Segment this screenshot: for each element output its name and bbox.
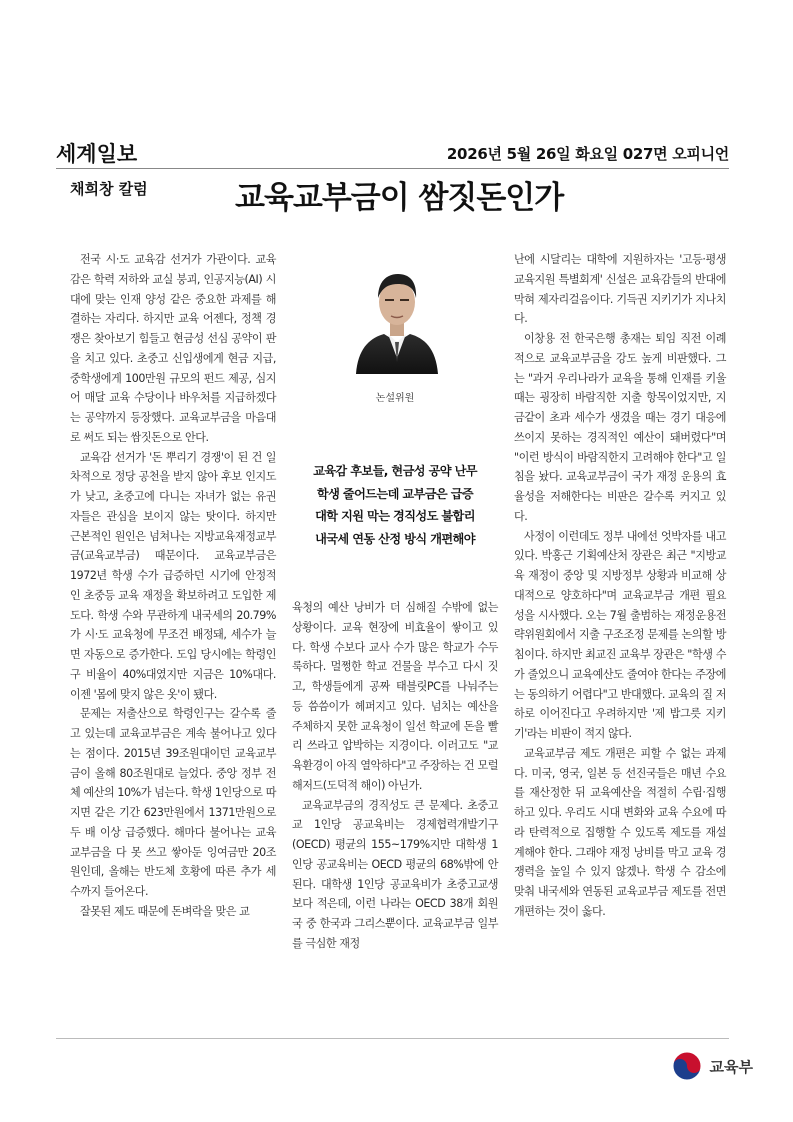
paragraph: 전국 시·도 교육감 선거가 가관이다. 교육감은 학력 저하와 교실 붕괴, 인공지능(AI) 시대에 맞는 인재 양성 같은 중요한 과제를 해결하는 자리다. 하지만 교육 어젠다, 정책 경쟁은 찾아보기 힘들고 현금성 선심 공약이 판을 치고 있다. 초중고 신입생에게 현금 지급, 중학생에게 100만원 규모의 펀드 제공, 심지어 매달 교육 수당이나 바우처를 지급하겠다는 공약까지 등장했다. 교육교부금을 마음대로 써도 되는 쌈짓돈으로 안다. xyxy=(70,253,276,444)
author-portrait-icon xyxy=(352,262,442,374)
pull-quote xyxy=(292,460,498,550)
pull-quote-line: 학생 줄어드는데 교부금은 급증 xyxy=(316,486,474,501)
headline: 교육교부금이 쌈짓돈인가 xyxy=(235,180,564,216)
paragraph: 이창용 전 한국은행 총재는 퇴임 직전 이례적으로 교육교부금을 강도 높게 비판했다. 그는 "과거 우리나라가 교육을 통해 인재를 키울 때는 굉장히 바람직한 지출 항목이었지만, 지금같이 초과 세수가 생겼을 때는 경기 대응에 쓰이지 못하는 경직적인 예산이 돼버렸다"며 "이런 방식이 바람직한지 고려해야 한다"고 일침을 놨다. 교육교부금이 국가 재정 운용의 효율성을 저해한다는 비판은 갈수록 커지고 있다. xyxy=(514,332,726,523)
paragraph: 교육교부금의 경직성도 큰 문제다. 초중고교 1인당 공교육비는 경제협력개발기구(OECD) 평균의 155~179%지만 대학생 1인당 공교육비는 OECD 평균의 68%밖에 안 된다. 대학생 1인당 공교육비가 초중고교생보다 적은데, 이런 나라는 OECD 38개 회원국 중 한국과 그리스뿐이다. 교육교부금 일부를 극심한 재정 xyxy=(292,798,498,950)
dateline: 2026년 5월 26일 화요일 027면 오피니언 xyxy=(446,145,729,163)
paragraph: 교육교부금 제도 개편은 피할 수 없는 과제다. 미국, 영국, 일본 등 선진국들은 매년 수요를 재산정한 뒤 교육예산을 적절히 수립·집행하고 있다. 우리도 시대 변화와 교육 수요에 따라 탄력적으로 집행할 수 있도록 제도를 재설계해야 한다. 그래야 재정 낭비를 막고 교육 경쟁력을 높일 수 있지 않겠나. 학생 수 감소에 맞춰 내국세와 연동된 교육교부금 제도를 전면 개편하는 것이 옳다. xyxy=(514,746,726,918)
paragraph: 잘못된 제도 때문에 돈벼락을 맞은 교 xyxy=(80,904,250,918)
article-column-3 xyxy=(514,250,726,922)
ministry-logo xyxy=(670,1049,753,1083)
photo-caption: 논설위원 xyxy=(375,393,415,404)
paragraph: 난에 시달리는 대학에 지원하자는 '고등·평생 교육지원 특별회계' 신설은 교육감들의 반대에 막혀 제자리걸음이다. 기득권 지키기가 지나치다. xyxy=(514,253,726,326)
footer-rule xyxy=(56,1038,729,1039)
article-column-1 xyxy=(70,250,276,922)
author-photo xyxy=(352,262,442,374)
column-label: 채희창 칼럼 xyxy=(70,180,148,198)
pull-quote-line: 대학 지원 막는 경직성도 불합리 xyxy=(315,509,475,523)
paragraph: 사정이 이런데도 정부 내에선 엇박자를 내고 있다. 박홍근 기획예산처 장관은 최근 "지방교육 재정이 중앙 및 지방정부 상황과 비교해 상대적으로 양호하다"며 교육교부금 개편 필요성을 시사했다. 오는 7월 출범하는 재정운용전략위원회에서 지출 구조조정 문제를 논의할 방침이다. 하지만 최교진 교육부 장관은 "학생 수가 줄었으니 교육예산도 줄여야 한다는 주장에는 동의하기 어렵다"고 반대했다. 교육의 질 저하로 이어진다고 우려하지만 '제 밥그릇 지키기'라는 비판이 적지 않다. xyxy=(514,529,726,740)
paragraph: 육청의 예산 낭비가 더 심해질 수밖에 없는 상황이다. 교육 현장에 비효율이 쌓이고 있다. 학생 수보다 교사 수가 많은 학교가 수두룩하다. 멀쩡한 학교 건물을 부수고 다시 짓고, 학생들에게 공짜 태블릿PC를 나눠주는 등 씀씀이가 헤퍼지고 있다. 넘치는 예산을 주체하지 못한 교육청이 일선 학교에 돈을 빨리 쓰라고 압박하는 지경이다. 이러고도 "교육환경이 아직 열악하다"고 주장하는 건 모럴 해저드(도덕적 해이) 아닌가. xyxy=(292,601,498,792)
pull-quote-line: 내국세 연동 산정 방식 개편해야 xyxy=(315,531,475,546)
taegeuk-logo-icon xyxy=(670,1049,704,1083)
article-column-2 xyxy=(292,598,498,954)
newspaper-masthead: 세계일보 xyxy=(56,141,138,166)
header-rule xyxy=(56,168,729,169)
ministry-name: 교육부 xyxy=(709,1057,753,1076)
pull-quote-line: 교육감 후보들, 현금성 공약 난무 xyxy=(313,464,477,478)
paragraph: 문제는 저출산으로 학령인구는 갈수록 줄고 있는데 교육교부금은 계속 불어나고 있다는 점이다. 2015년 39조원대이던 교육교부금이 올해 80조원대로 늘었다. 중앙 정부 전체 예산의 10%가 넘는다. 학생 1인당으로 따지면 같은 기간 623만원에서 1371만원으로 두 배 이상 급증했다. 해마다 불어나는 교육교부금을 다 못 쓰고 쌓아둔 잉여금만 20조원인데, 올해는 반도체 호황에 따른 추가 세수까지 들어온다. xyxy=(70,707,276,898)
paragraph: 교육감 선거가 '돈 뿌리기 경쟁'이 된 건 일차적으로 정당 공천을 받지 않아 후보 인지도가 낮고, 초중고에 다니는 자녀가 없는 유권자들은 관심을 보이지 않는 탓이다. 하지만 근본적인 원인은 넘쳐나는 지방교육재정교부금(교육교부금) 때문이다. 교육교부금은 1972년 학생 수가 급증하던 시기에 안정적인 초중등 교육 재정을 확보하려고 도입한 제도다. 학생 수와 무관하게 내국세의 20.79%가 시·도 교육청에 무조건 배정돼, 세수가 늘면 자동으로 증가한다. 도입 당시에는 학령인구 비율이 40%대였지만 지금은 10%대다. 이젠 '몸에 맞지 않은 옷'이 됐다. xyxy=(70,450,276,701)
